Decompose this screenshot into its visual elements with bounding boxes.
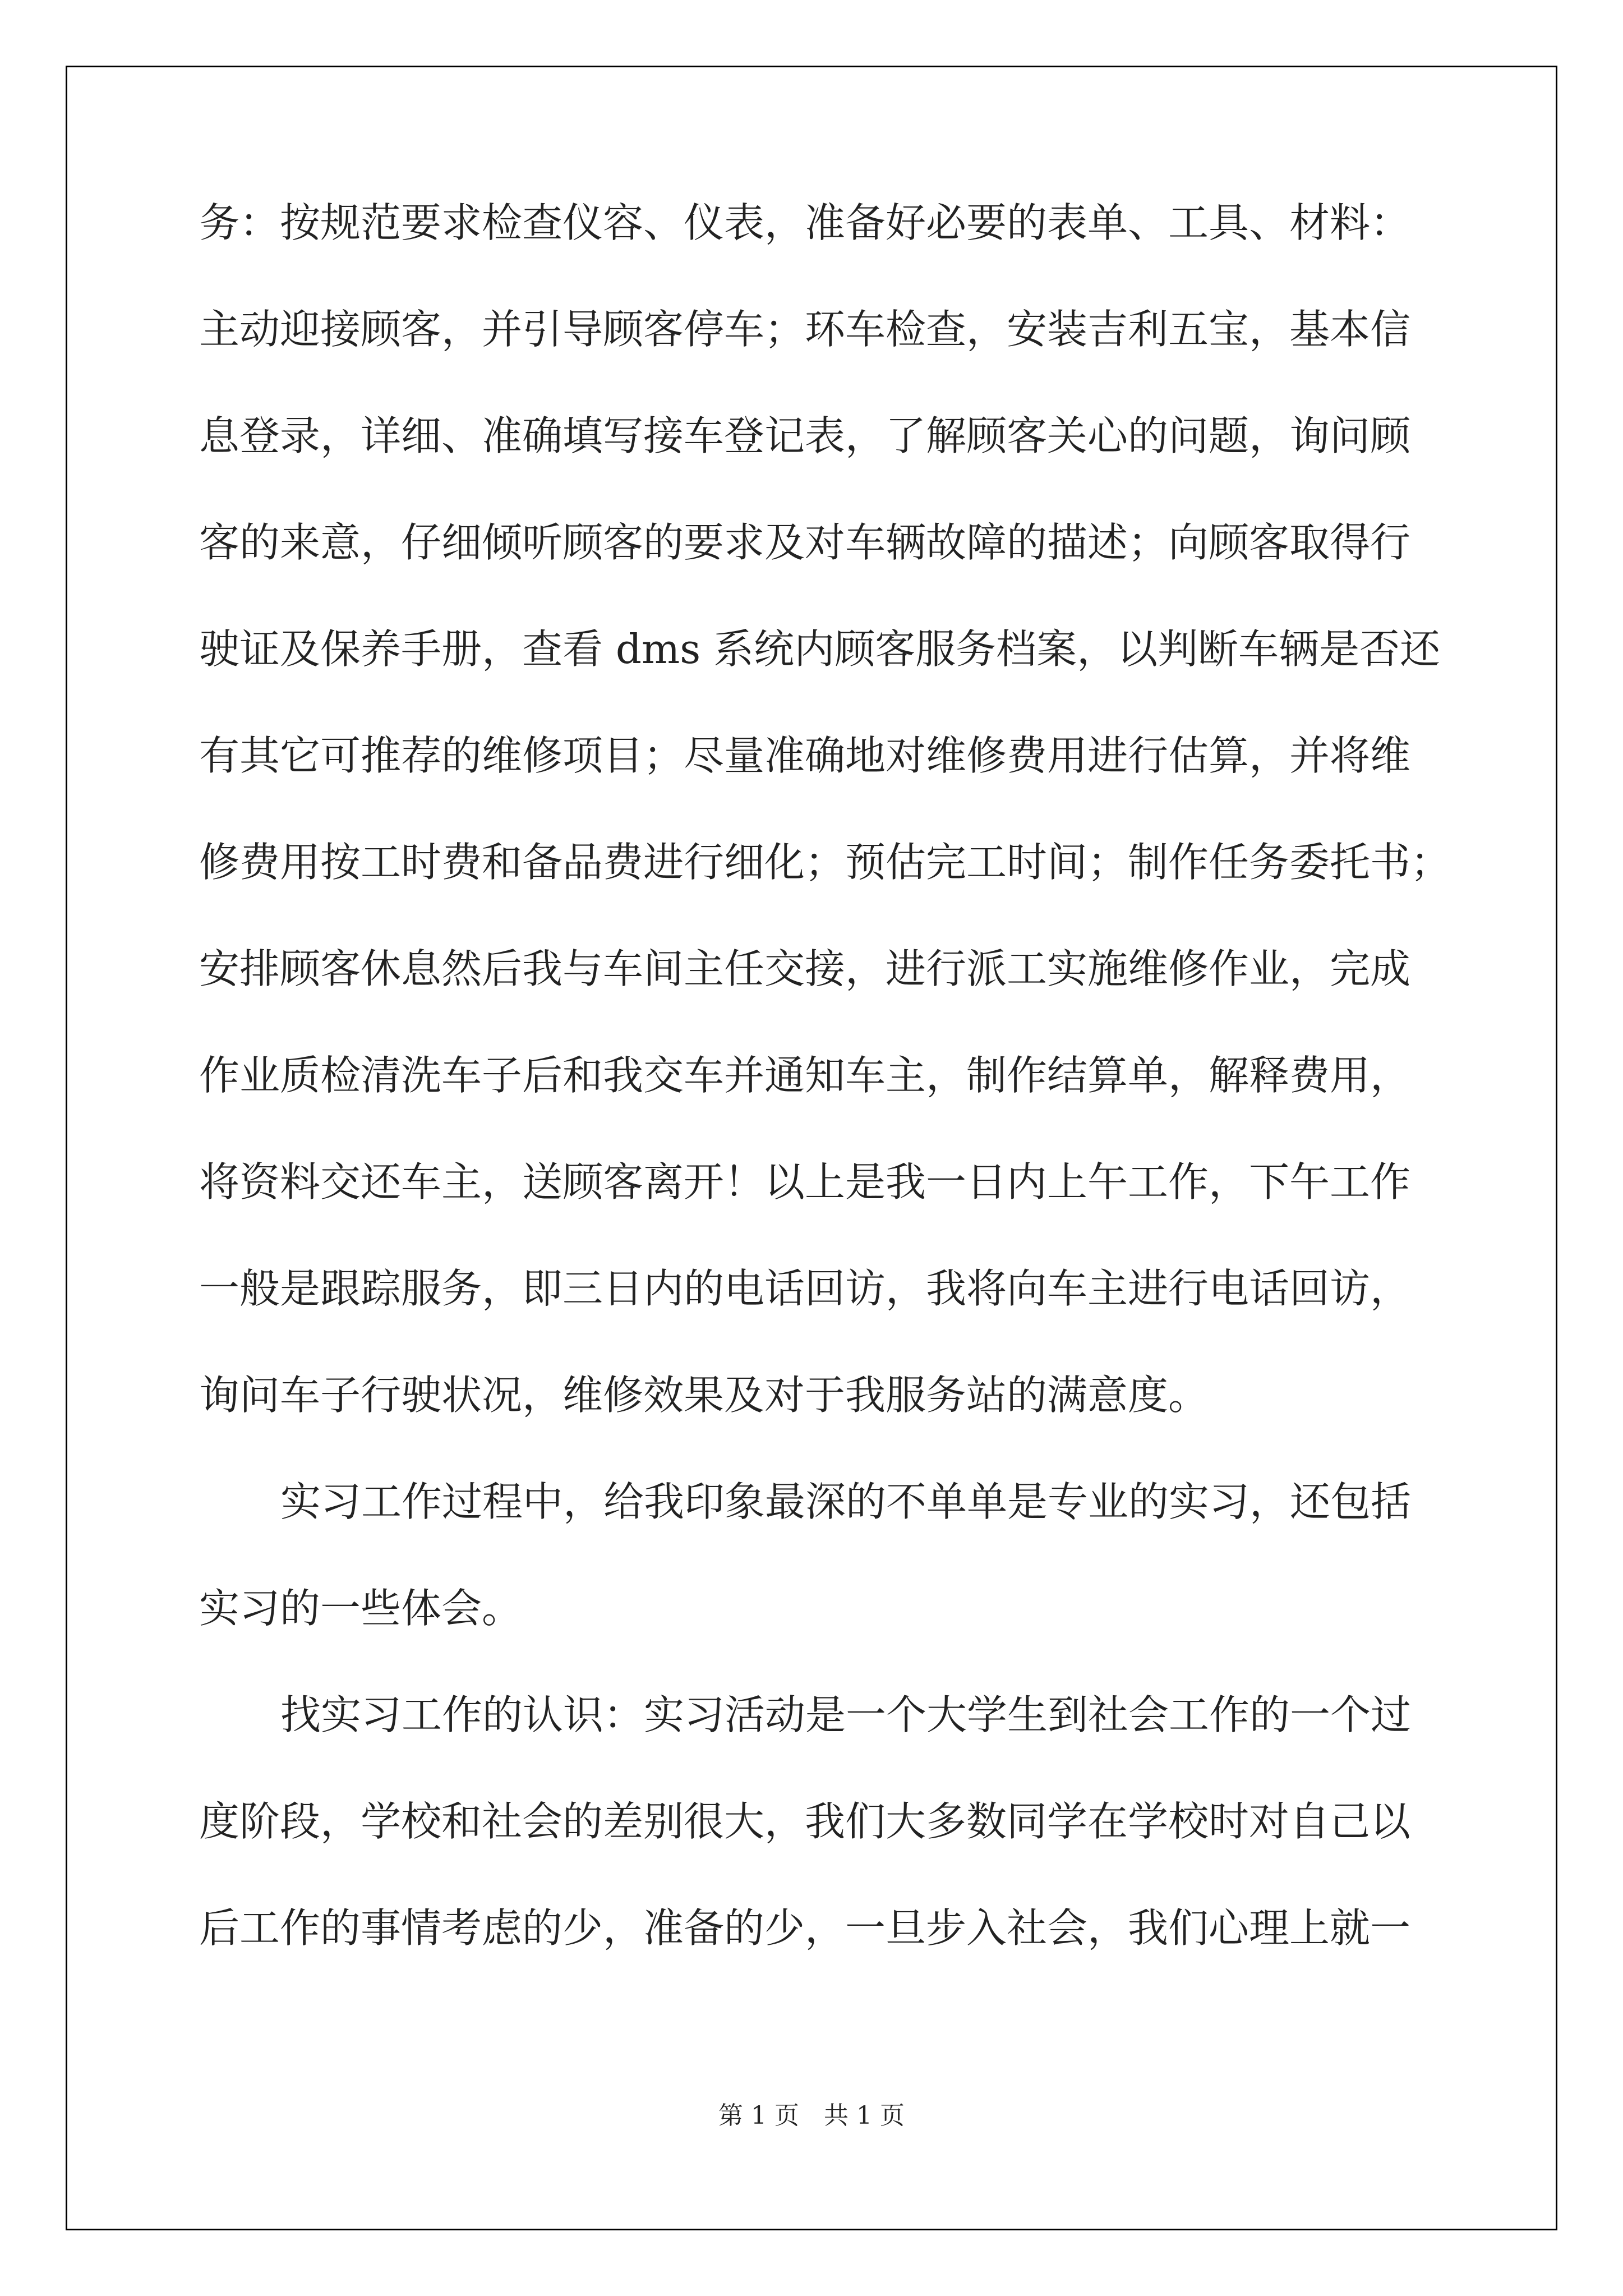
text-line: 主动迎接顾客，并引导顾客停车；环车检查，安装吉利五宝，基本信	[199, 306, 1411, 353]
text-line: 作业质检清洗车子后和我交车并通知车主，制作结算单，解释费用，	[199, 1052, 1411, 1099]
paragraph-first-line: 找实习工作的认识：实习活动是一个大学生到社会工作的一个过	[280, 1691, 1412, 1738]
text-line: 安排顾客休息然后我与车间主任交接，进行派工实施维修作业，完成	[199, 945, 1411, 992]
text-line: 度阶段，学校和社会的差别很大，我们大多数同学在学校时对自己以	[199, 1798, 1411, 1845]
text-line: 后工作的事情考虑的少，准备的少，一旦步入社会，我们心理上就一	[199, 1904, 1411, 1952]
text-line: 修费用按工时费和备品费进行细化；预估完工时间；制作任务委托书；	[199, 839, 1451, 886]
paragraph-first-line: 实习工作过程中，给我印象最深的不单单是专业的实习，还包括	[280, 1478, 1412, 1525]
text-line: 实习的一些体会。	[199, 1585, 523, 1632]
text-line: 驶证及保养手册，查看 dms 系统内顾客服务档案，以判断车辆是否还	[199, 625, 1441, 673]
text-line: 客的来意，仔细倾听顾客的要求及对车辆故障的描述；向顾客取得行	[199, 519, 1411, 566]
page-footer: 第 1 页 共 1 页	[718, 2101, 905, 2130]
text-line: 将资料交还车主，送顾客离开！以上是我一日内上午工作，下午工作	[199, 1158, 1411, 1205]
text-line: 息登录，详细、准确填写接车登记表，了解顾客关心的问题，询问顾	[199, 412, 1411, 459]
text-line: 询问车子行驶状况，维修效果及对于我服务站的满意度。	[199, 1372, 1209, 1419]
text-line: 务：按规范要求检查仪容、仪表，准备好必要的表单、工具、材料：	[199, 199, 1411, 246]
document-body	[199, 169, 1455, 1981]
text-line: 一般是跟踪服务，即三日内的电话回访，我将向车主进行电话回访，	[199, 1265, 1411, 1312]
text-line: 有其它可推荐的维修项目；尽量准确地对维修费用进行估算，并将维	[199, 732, 1411, 779]
